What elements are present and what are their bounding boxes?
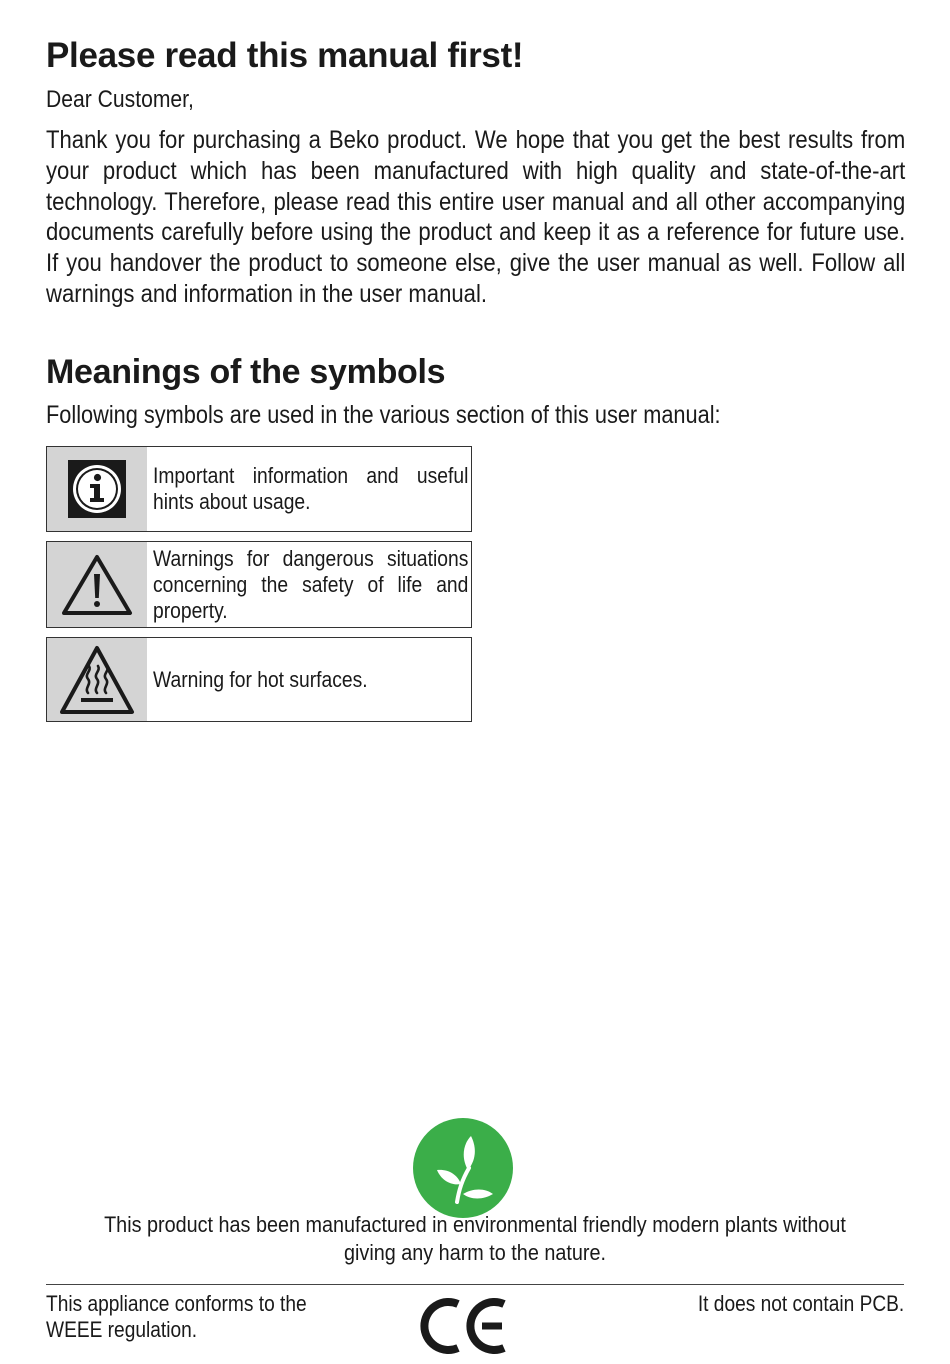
symbol-text-information: Important information and useful hints about usage. <box>153 463 469 514</box>
greeting: Dear Customer, <box>46 86 194 113</box>
pcb-statement: It does not contain PCB. <box>697 1291 904 1316</box>
ce-mark-icon <box>420 1296 508 1356</box>
eco-leaf-icon <box>413 1118 513 1218</box>
symbol-row-warning <box>46 541 472 628</box>
warning-triangle-icon <box>47 542 147 627</box>
weee-statement <box>46 1291 359 1343</box>
page-title: Please read this manual first! <box>46 36 524 75</box>
eco-statement: This product has been manufactured in environmental friendly modern plants without giving any harm to the nature. <box>104 1212 846 1265</box>
symbol-row-hot-surface <box>46 637 472 722</box>
symbols-heading: Meanings of the symbols <box>46 353 446 391</box>
footer-divider <box>46 1284 904 1285</box>
intro-paragraph: Thank you for purchasing a Beko product. We hope that you get the best results from your product which has been manufactured with high quality and state-of-the-art technology. Therefore, please read this entire user manual and all other accompanying documents carefully before using the product and keep it as a reference for future use. If you handover the product to someone else, give the user manual as well. Follow all warnings and information in the user manual. <box>46 126 906 308</box>
symbol-text-warning: Warnings for dangerous situations concerning the safety of life and property. <box>153 545 469 623</box>
symbol-text-hot-surface: Warning for hot surfaces. <box>153 666 368 692</box>
weee-text: This appliance conforms to the WEEE regulation. <box>46 1291 307 1342</box>
symbols-intro: Following symbols are used in the various section of this user manual: <box>46 401 721 429</box>
hot-surface-icon <box>47 638 147 721</box>
symbol-row-information <box>46 446 472 532</box>
information-icon <box>47 447 147 531</box>
